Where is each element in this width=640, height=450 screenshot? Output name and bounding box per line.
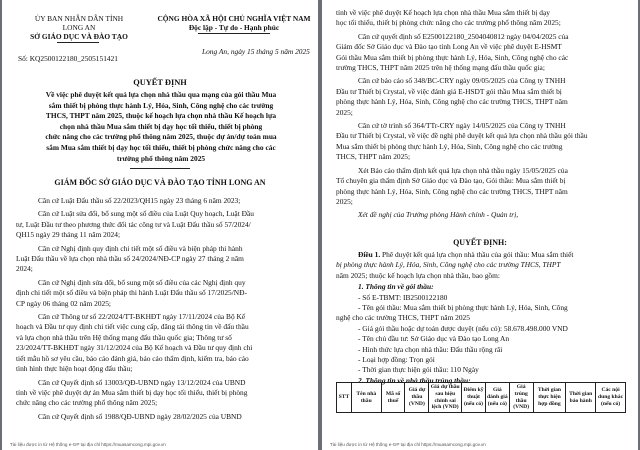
column-header: Thời gian bảo hành — [566, 383, 596, 413]
motto-underline — [198, 33, 270, 34]
column-header: Giá đánh giá (nếu có) — [485, 383, 509, 413]
basis-paragraph — [16, 244, 306, 275]
column-header: Các nội dung khác (nếu có) — [596, 383, 626, 413]
line: Căn cứ Nghị định quy định chi tiết một số điều và biện pháp thi hành — [38, 243, 243, 253]
page-footer: Tài liệu được in từ Hệ thống e-GP tại địa chỉ https://muasamcong.mpi.gov.vn — [10, 442, 166, 447]
line: tình hình thực hiện hoạt động đấu thầu; — [16, 364, 133, 374]
line: Luật Đấu thầu về lựa chọn nhà thầu số 24/2024/NĐ-CP ngày 27 tháng 2 năm — [16, 254, 244, 264]
line: phòng thực hành Lý, Hóa, Sinh, Công nghệ cho các trường THCS, THPT năm — [336, 97, 568, 107]
bid-info-line: - Giá gói thầu hoặc dự toán được duyệt (nếu có): 58.678.498.000 VND — [358, 323, 568, 333]
line: CP ngày 06 tháng 02 năm 2025; — [16, 298, 111, 308]
issuer-block — [4, 14, 154, 41]
subject-underline — [130, 168, 190, 169]
line: Mua sắm thiết bị phòng thực hành Lý, Hóa, Sinh, Công nghệ cho các trường — [336, 141, 563, 151]
basis-paragraph — [16, 378, 306, 409]
article-1 — [336, 250, 626, 386]
line: 23/2024/TT-BKHĐT ngày 31/12/2024 của Bộ Kế hoạch và Đầu tư quy định chi — [16, 343, 253, 353]
column-header: STT — [337, 383, 352, 413]
subject-line: trường phổ thông năm 2025 — [116, 153, 206, 163]
national-motto: Độc lập - Tự do - Hạnh phúc — [188, 23, 280, 32]
bid-info-line: - Tên gói thầu: Mua sắm thiết bị phòng thực hành Lý, Hóa, Sinh, Công — [358, 303, 568, 313]
article-1-text: Phê duyệt kết quả lựa chọn nhà thầu của gói thầu: Mua sắm thiết — [380, 250, 574, 259]
document-number: Số: KQ2500122180_2505151421 — [18, 54, 118, 63]
line: tư, Luật Đầu tư theo phương thức đối tác công tư và Luật Đấu thầu số 57/2024/ — [16, 219, 251, 229]
bid-info-line: - Loại hợp đồng: Trọn gói — [358, 355, 435, 365]
line: 2025; — [336, 107, 353, 117]
national-header — [150, 14, 318, 32]
article-1-line: năm 2025; thuộc kế hoạch lựa chọn nhà thầu, bao gồm: — [336, 270, 500, 280]
basis-paragraph — [16, 209, 306, 240]
decision-title: QUYẾT ĐỊNH: — [453, 238, 507, 247]
section-2-title: 2. Thông tin về nhà thầu trúng thầu: — [358, 375, 471, 385]
line: Căn cứ báo cáo số 348/BC-CRY ngày 09/05/2025 của Công ty TNHH — [358, 76, 566, 86]
line: phòng thực hành Lý, Hóa, Sinh, Công nghệ cho các trường THCS, THPT năm — [336, 186, 568, 196]
line: Căn cứ quyết định số E2500122180_2504040812 ngày 04/04/2025 của — [358, 31, 569, 41]
column-header: Giá dự thầu sau hiệu chỉnh sai lệch (VND) — [429, 383, 462, 413]
line: học tối thiểu, thiết bị phòng chức năng cho các trường phổ thông năm 2025; — [336, 18, 561, 28]
line: Đầu tư Thiết bị Crystal, về việc đề nghị phê duyệt kết quả lựa chọn nhà thầu gói thầu — [336, 131, 588, 141]
column-header: Thời gian thực hiện hợp đồng — [533, 383, 566, 413]
document-date: Long An, ngày 15 tháng 5 năm 2025 — [202, 47, 310, 56]
basis-paragraph — [16, 196, 306, 206]
line: 2025; — [336, 196, 353, 206]
line: Gói thầu Mua sắm thiết bị phòng thực hành Lý, Hóa, Sinh, Công nghệ cho các — [336, 52, 569, 62]
legal-basis — [16, 196, 306, 422]
bid-info-line: - Tên chủ đầu tư: Sở Giáo dục và Đào tạo Long An — [358, 334, 510, 344]
line: Căn cứ Quyết định số 13003/QĐ-UBND ngày 13/12/2024 của UBND — [38, 377, 246, 387]
issuer-line-1: ỦY BAN NHÂN DÂN TỈNH — [34, 14, 124, 23]
basis-paragraph — [16, 312, 306, 374]
line: chức năng cho các trường phổ thông năm 2025; — [16, 398, 158, 408]
line: QH15 ngày 29 tháng 11 năm 2024; — [16, 230, 121, 240]
line: Tổ chuyên gia thẩm định Sở Giáo dục và Đào tạo, Gói thầu: Mua sắm thiết bị — [336, 176, 566, 186]
line: hoạch và Đầu tư quy định chi tiết việc cung cấp, đăng tải thông tin về đấu thầu — [16, 322, 249, 332]
subject-line: sắm Mua sắm thiết bị dạy học tối thiểu, thiết bị phòng chức năng cho các — [46, 142, 276, 152]
line: và lựa chọn nhà thầu trên Hệ thống mạng đấu thầu quốc gia; Thông tư số — [16, 332, 232, 342]
column-header: Mã số thuế — [381, 383, 405, 413]
legal-basis-continued — [336, 8, 626, 221]
issuer-line-2: LONG AN — [62, 23, 96, 32]
line: Căn cứ Luật Đấu thầu số 22/2023/QH15 ngày 23 tháng 6 năm 2023; — [38, 196, 241, 205]
issuer-department: SỞ GIÁO DỤC VÀ ĐÀO TẠO — [30, 32, 128, 41]
subject-line: THCS, THPT năm 2025, thuộc kế hoạch lựa chọn nhà thầu Kế hoạch lựa — [45, 111, 277, 121]
national-title: CỘNG HÒA XÃ HỘI CHỦ NGHĨA VIỆT NAM — [157, 14, 311, 23]
document-page-2 — [322, 0, 638, 450]
basis-paragraph — [16, 412, 306, 422]
line: THCS, THPT năm 2025; — [336, 152, 411, 162]
basis-paragraph — [336, 76, 626, 118]
column-header: Giá trúng thầu (VND) — [509, 383, 533, 413]
basis-paragraph — [336, 8, 626, 29]
bid-info-line: nghệ cho các trường THCS, THPT năm 2025 — [336, 313, 470, 323]
subject-line: Về việc phê duyệt kết quả lựa chọn nhà thầu qua mạng của gói thầu Mua — [45, 90, 277, 99]
page-footer: Tài liệu được in từ Hệ thống e-GP tại địa chỉ https://muasamcong.mpi.gov.vn — [330, 442, 486, 447]
column-header: Điểm kỹ thuật (nếu có) — [462, 383, 486, 413]
line: Căn cứ Thông tư số 22/2024/TT-BKHĐT ngày 17/11/2024 của Bộ Kế — [38, 312, 246, 322]
line: tỉnh về việc phê duyệt dự án Mua sắm thiết bị dạy học tối thiểu, thiết bị phòng — [16, 387, 248, 397]
winning-bidder-table — [336, 382, 626, 413]
table-header-row — [337, 383, 626, 413]
basis-paragraph — [336, 166, 626, 208]
line: 2024; — [16, 264, 33, 274]
subject-line: sắm thiết bị phòng thực hành Lý, Hóa, Sinh, Công nghệ cho các trường — [48, 100, 274, 110]
line: định chi tiết một số điều và biện pháp thi hành Luật Đấu thầu số 17/2025/NĐ- — [16, 288, 247, 298]
bid-info-line: - Hình thức lựa chọn nhà thầu: Đấu thầu rộng rãi — [358, 344, 503, 354]
issuer-underline — [57, 42, 99, 43]
document-title: QUYẾT ĐỊNH — [133, 78, 187, 87]
line: Căn cứ tờ trình số 364/TTr-CRY ngày 14/05/2025 của Công ty TNHH — [358, 121, 566, 131]
line: Căn cứ Luật sửa đổi, bổ sung một số điều của Luật Quy hoạch, Luật Đầu — [38, 209, 254, 219]
subject-line: chức năng cho các trường phổ thông năm 2025, thuộc dự án/dự toán mua — [45, 132, 277, 142]
line: Căn cứ Quyết định số 1988/QĐ-UBND ngày 28/02/2025 của UBND — [38, 411, 242, 421]
authority-heading: GIÁM ĐỐC SỞ GIÁO DỤC VÀ ĐÀO TẠO TỈNH LONG AN — [54, 178, 266, 187]
document-page-1 — [2, 0, 318, 450]
column-header: Tên nhà thầu — [351, 383, 381, 413]
line: Xét Báo cáo thẩm định kết quả lựa chọn nhà thầu ngày 15/05/2025 của — [358, 165, 568, 175]
line: tỉnh về việc phê duyệt Kế hoạch lựa chọn nhà thầu Mua sắm thiết bị dạy — [336, 8, 550, 17]
line: Giám đốc Sở Giáo dục và Đào tạo tỉnh Long An về việc phê duyệt E-HSMT — [336, 42, 562, 52]
basis-paragraph — [336, 32, 626, 74]
line: trường THCS, THPT năm 2025 trên hệ thống mạng đấu thầu quốc gia; — [336, 63, 545, 73]
document-subject — [16, 90, 306, 164]
proposal-line: Xét đề nghị của Trưởng phòng Hành chính - Quản trị, — [358, 210, 519, 220]
bid-info-line: - Số E-TBMT: IB2500122180 — [358, 292, 448, 302]
basis-paragraph — [16, 278, 306, 309]
line: tiết mẫu hồ sơ yêu cầu, báo cáo đánh giá, báo cáo thẩm định, kiểm tra, báo cáo — [16, 353, 249, 363]
basis-paragraph — [336, 121, 626, 163]
article-1-label: Điều 1. — [358, 250, 381, 259]
line: Căn cứ Nghị định sửa đổi, bổ sung một số điều của các Nghị định quy — [38, 277, 246, 287]
subject-line: chọn nhà thầu Mua sắm thiết bị dạy học tối thiểu, thiết bị phòng — [59, 121, 263, 131]
bid-info-line: - Thời gian thực hiện gói thầu: 110 Ngày — [358, 365, 479, 375]
column-header: Giá dự thầu (VND) — [405, 383, 429, 413]
section-1-title: 1. Thông tin về gói thầu: — [358, 282, 434, 292]
line: Đầu tư Thiết bị Crystal, về việc đánh giá E-HSDT gói thầu Mua sắm thiết bị — [336, 86, 562, 96]
article-1-line: bị phòng thực hành Lý, Hóa, Sinh, Công nghệ cho các trường THCS, THPT — [336, 260, 561, 270]
